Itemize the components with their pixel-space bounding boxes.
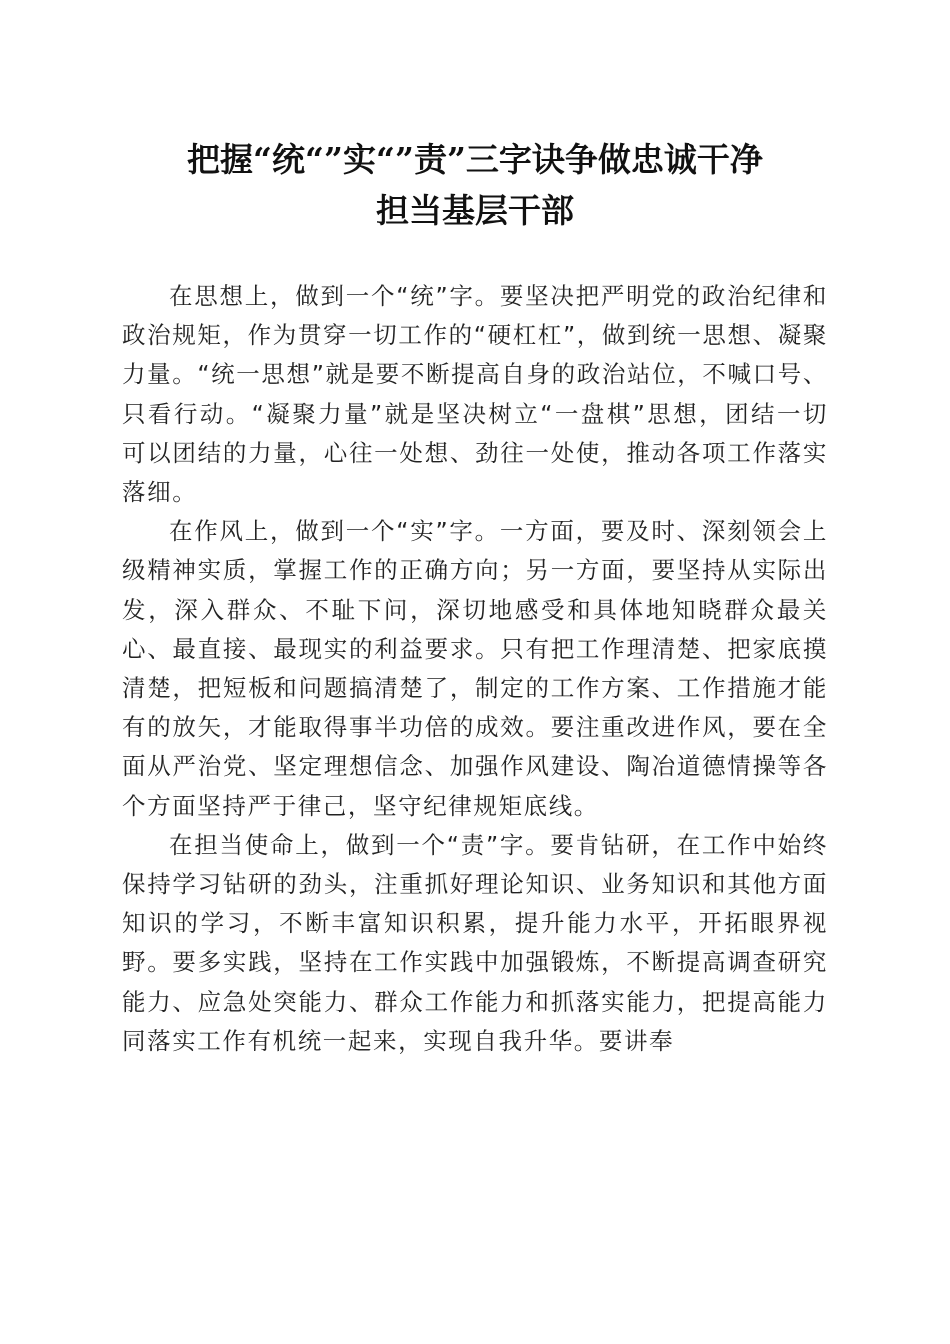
paragraph-thought: 在思想上，做到一个“统”字。要坚决把严明党的政治纪律和政治规矩，作为贯穿一切工作的“硬杠杠”，做到统一思想、凝聚力量。“统一思想”就是要不断提高自身的政治站位，不喊口号、只看行动。“凝聚力量”就是坚决树立“一盘棋”思想，团结一切可以团结的力量，心往一处想、劲往一处使，推动各项工作落实落细。 (122, 282, 828, 507)
title-line-2: 担当基层干部 (376, 191, 574, 230)
paragraph-responsibility: 在担当使命上，做到一个“责”字。要肯钻研，在工作中始终保持学习钻研的劲头，注重抓好理论知识、业务知识和其他方面知识的学习，不断丰富知识积累，提升能力水平，开拓眼界视野。要多实践，坚持在工作实践中加强锻炼，不断提高调查研究能力、应急处突能力、群众工作能力和抓落实能力，把提高能力同落实工作有机统一起来，实现自我升华。要讲奉 (122, 830, 828, 1055)
title-line-1: 把握“统“”实“”责”三字诀争做忠诚干净 (187, 140, 763, 179)
paragraph-style: 在作风上，做到一个“实”字。一方面，要及时、深刻领会上级精神实质，掌握工作的正确方向；另一方面，要坚持从实际出发，深入群众、不耻下问，深切地感受和具体地知晓群众最关心、最直接、最现实的利益要求。只有把工作理清楚、把家底摸清楚，把短板和问题搞清楚了，制定的工作方案、工作措施才能有的放矢，才能取得事半功倍的成效。要注重改进作风，要在全面从严治党、坚定理想信念、加强作风建设、陶冶道德情操等各个方面坚持严于律己，坚守纪律规矩底线。 (122, 517, 828, 820)
document-title (100, 134, 850, 236)
document-body (122, 277, 828, 1061)
